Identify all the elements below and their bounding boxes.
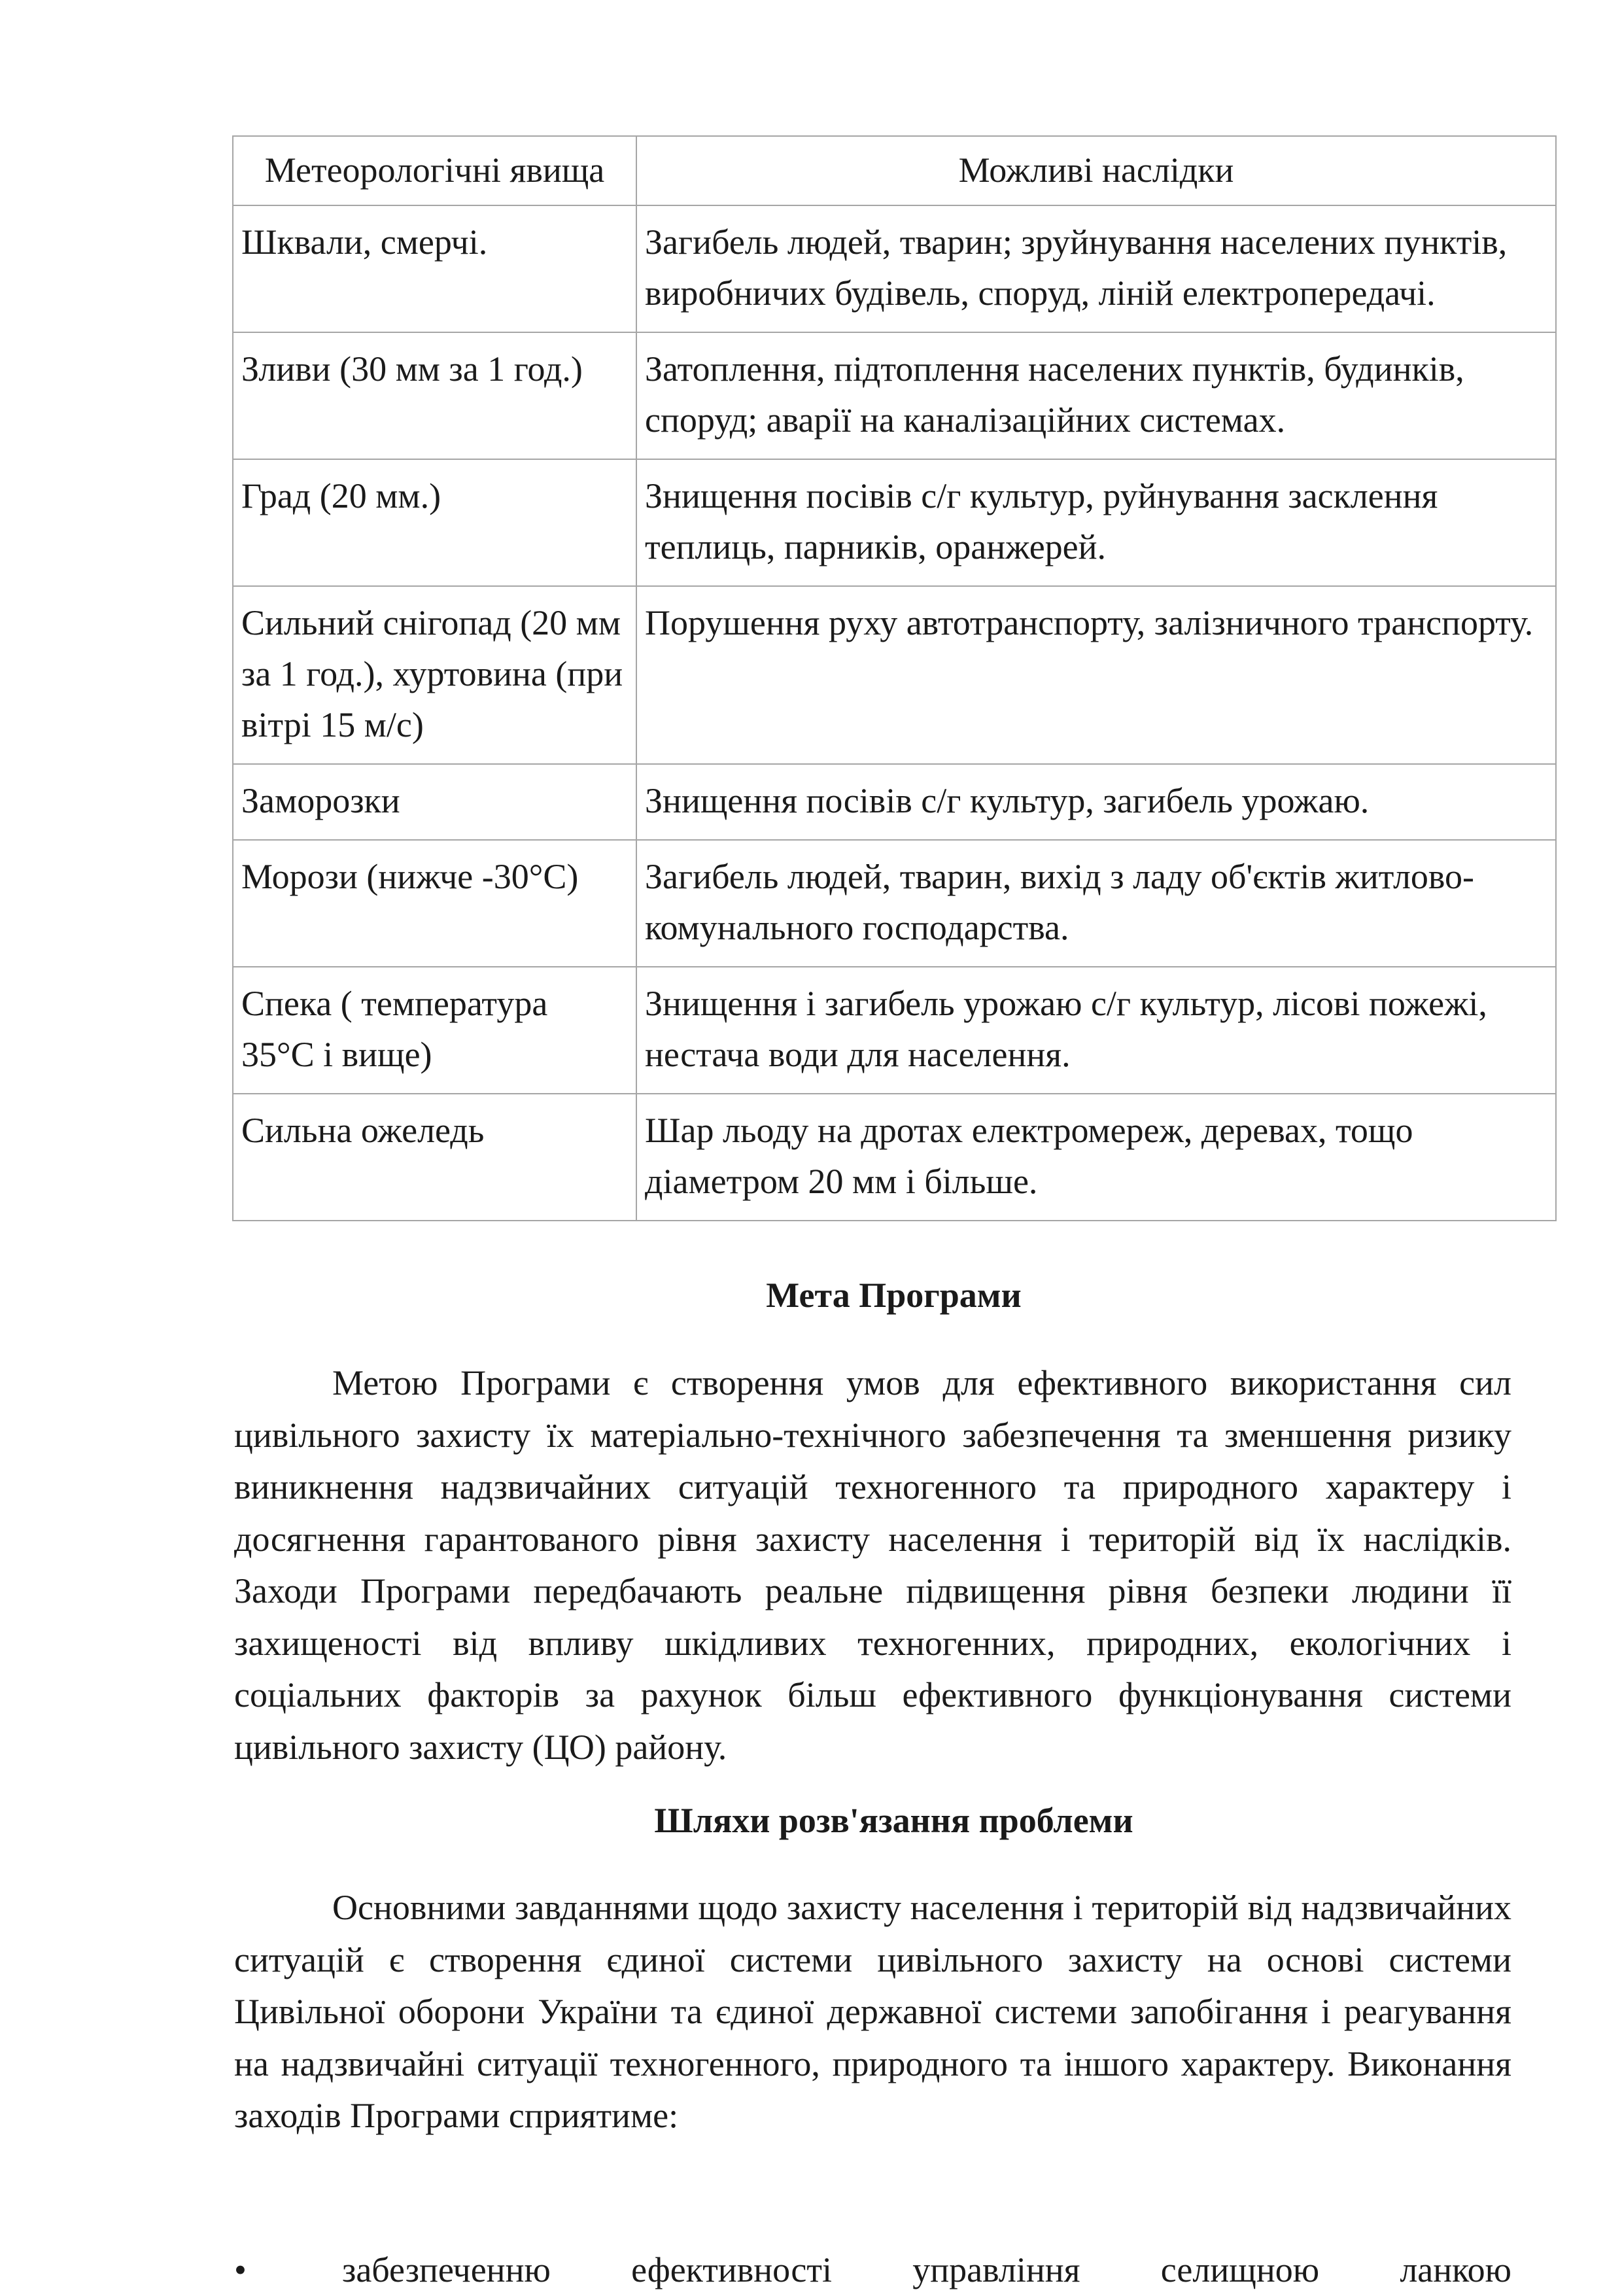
consequence-cell: Знищення і загибель урожаю с/г культур, лісові пожежі, нестача води для населення. bbox=[636, 967, 1556, 1094]
consequence-cell: Знищення посівів с/г культур, загибель урожаю. bbox=[636, 764, 1556, 840]
list-item bbox=[234, 2244, 1511, 2296]
table-row bbox=[233, 967, 1556, 1094]
solutions-paragraph: Основними завданнями щодо захисту населення і територій від надзвичайних ситуацій є створення єдиної системи цивільного захисту на основі системи Цивільної оборони України та єдиної державної системи запобігання і реагування на надзвичайні ситуації техногенного, природного та іншого характеру. Виконання заходів Програми сприятиме: bbox=[234, 1888, 1511, 2135]
table-row bbox=[233, 764, 1556, 840]
consequence-cell: Загибель людей, тварин; зруйнування населених пунктів, виробничих будівель, споруд, ліній електропередачі. bbox=[636, 205, 1556, 332]
bullet-icon: • bbox=[234, 2250, 247, 2289]
phenomenon-cell: Спека ( температура 35°С і вище) bbox=[233, 967, 636, 1094]
section-heading-goal: Мета Програми bbox=[766, 1276, 1022, 1315]
phenomenon-cell: Град (20 мм.) bbox=[233, 459, 636, 586]
consequence-cell: Шар льоду на дротах електромереж, деревах, тощо діаметром 20 мм і більше. bbox=[636, 1094, 1556, 1221]
section-heading-solutions: Шляхи розв'язання проблеми bbox=[654, 1801, 1133, 1840]
table-row bbox=[233, 459, 1556, 586]
phenomenon-cell: Зливи (30 мм за 1 год.) bbox=[233, 332, 636, 459]
column-header-phenomena: Метеорологічні явища bbox=[233, 136, 636, 205]
phenomenon-cell: Заморозки bbox=[233, 764, 636, 840]
list-item-text: забезпеченню ефективності управління селищною ланкою bbox=[342, 2250, 1511, 2289]
consequence-cell: Загибель людей, тварин, вихід з ладу об'єктів житлово-комунального господарства. bbox=[636, 840, 1556, 967]
goal-paragraph: Метою Програми є створення умов для ефективного використання сил цивільного захисту їх матеріально-технічного забезпечення та зменшення ризику виникнення надзвичайних ситуацій техногенного та природного характеру і досягнення гарантованого рівня захисту населення і територій від їх наслідків. Заходи Програми передбачають реальне підвищення рівня безпеки людини її захищеності від впливу шкідливих техногенних, природних, екологічних і соціальних факторів за рахунок більш ефективного функціонування системи цивільного захисту (ЦО) району. bbox=[234, 1363, 1511, 1767]
table-row bbox=[233, 332, 1556, 459]
phenomenon-cell: Морози (нижче -30°С) bbox=[233, 840, 636, 967]
meteorological-phenomena-table bbox=[232, 135, 1557, 1221]
table-row bbox=[233, 205, 1556, 332]
phenomenon-cell: Сильний снігопад (20 мм за 1 год.), хуртовина (при вітрі 15 м/с) bbox=[233, 586, 636, 764]
column-header-consequences: Можливі наслідки bbox=[636, 136, 1556, 205]
table-row bbox=[233, 586, 1556, 764]
table-row bbox=[233, 1094, 1556, 1221]
table-header-row bbox=[233, 136, 1556, 205]
phenomenon-cell: Шквали, смерчі. bbox=[233, 205, 636, 332]
phenomenon-cell: Сильна ожеледь bbox=[233, 1094, 636, 1221]
consequence-cell: Знищення посівів с/г культур, руйнування засклення теплиць, парників, оранжерей. bbox=[636, 459, 1556, 586]
table-row bbox=[233, 840, 1556, 967]
consequence-cell: Порушення руху автотранспорту, залізничного транспорту. bbox=[636, 586, 1556, 764]
consequence-cell: Затоплення, підтоплення населених пунктів, будинків, споруд; аварії на каналізаційних системах. bbox=[636, 332, 1556, 459]
